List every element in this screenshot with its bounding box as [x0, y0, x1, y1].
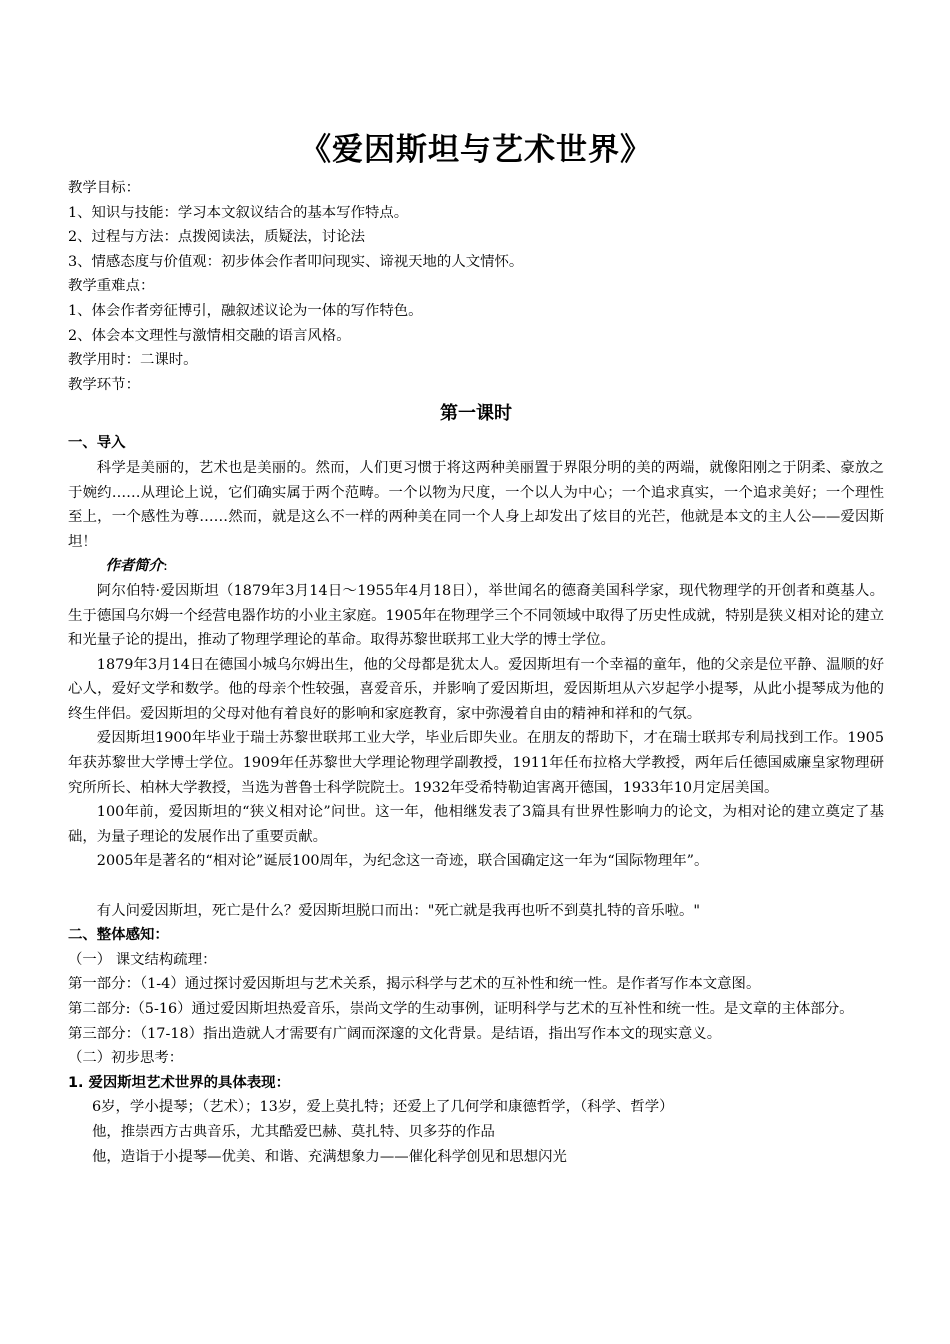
structure-part: 第一部分：（1-4）通过探讨爱因斯坦与艺术关系，揭示科学与艺术的互补性和统一性。是作者写作本文意图。	[68, 976, 761, 993]
structure-part: 第三部分：（17-18）指出造就人才需要有广阔而深邃的文化背景。是结语，指出写作本文的现实意义。	[68, 1025, 722, 1042]
question1-line: 他，推崇西方古典音乐，尤其酷爱巴赫、莫扎特、贝多芬的作品	[92, 1123, 495, 1140]
intro-heading: 一、导入	[68, 435, 126, 452]
question1-heading: 1. 爱因斯坦艺术世界的具体表现：	[68, 1074, 290, 1091]
bio-paragraph: 2005年是著名的“相对论”诞辰100周年，为纪念这一奇迹，联合国确定这一年为“国际物理年”。	[96, 853, 709, 870]
quote-paragraph: 有人问爱因斯坦，死亡是什么？爱因斯坦脱口而出："死亡就是我再也听不到莫扎特的音乐啦。"	[96, 902, 701, 919]
objective-item: 1、知识与技能：学习本文叙议结合的基本写作特点。	[68, 204, 409, 221]
question1-line: 他，造诣于小提琴—优美、和谐、充满想象力——催化科学创见和思想闪光	[92, 1148, 567, 1165]
difficulties-heading: 教学重难点：	[68, 278, 155, 295]
bio-paragraph: 阿尔伯特·爱因斯坦（1879年3月14日～1955年4月18日），举世闻名的德裔美国科学家，现代物理学的开创者和奠基人。生于德国乌尔姆一个经营电器作坊的小业主家庭。1905年在物理学三个不同领域中取得了历史性成就，特别是狭义相对论的建立和光量子论的提出，推动了物理学理论的革命。取得苏黎世联邦工业大学的博士学位。	[68, 582, 884, 649]
author-intro-text: 作者简介	[105, 557, 164, 575]
document-title: 《爱因斯坦与艺术世界》	[300, 132, 652, 168]
question1-line: 6岁，学小提琴；（艺术）；13岁，爱上莫扎特；还爱上了几何学和康德哲学，（科学、哲学）	[92, 1099, 674, 1116]
structure-heading: （一） 课文结构疏理：	[68, 951, 217, 968]
bio-paragraph: 1879年3月14日在德国小城乌尔姆出生，他的父母都是犹太人。爱因斯坦有一个幸福的童年，他的父亲是位平静、温顺的好心人，爱好文学和数学。他的母亲个性较强，喜爱音乐，并影响了爱因斯坦，爱因斯坦从六岁起学小提琴，从此小提琴成为他的终生伴侣。爱因斯坦的父母对他有着良好的影响和家庭教育，家中弥漫着自由的精神和祥和的气氛。	[68, 656, 884, 722]
author-intro-label	[68, 554, 884, 579]
author-intro-colon: :	[163, 558, 168, 575]
overall-heading: 二、整体感知：	[68, 927, 169, 944]
structure-part: 第二部分:（5-16）通过爱因斯坦热爱音乐，崇尚文学的生动事例，证明科学与艺术的互补性和统一性。是文章的主体部分。	[68, 1001, 854, 1017]
objective-item: 3、情感态度与价值观：初步体会作者叩问现实、谛视天地的人文情怀。	[68, 253, 524, 270]
objective-item: 2、过程与方法：点拨阅读法，质疑法，讨论法	[68, 229, 365, 246]
difficulty-item: 2、体会本文理性与激情相交融的语言风格。	[68, 327, 351, 344]
teaching-steps: 教学环节：	[68, 376, 140, 393]
intro-paragraph: 科学是美丽的，艺术也是美丽的。然而，人们更习惯于将这两种美丽置于界限分明的美的两端，就像阳刚之于阴柔、豪放之于婉约……从理论上说，它们确实属于两个范畴。一个以物为尺度，一个以人为中心；一个追求真实，一个追求美好；一个理性至上，一个感性为尊……然而，就是这么不一样的两种美在同一个人身上却发出了炫目的光芒，他就是本文的主人公——爱因斯坦！	[68, 459, 884, 550]
difficulty-item: 1、体会作者旁征博引，融叙述议论为一体的写作特色。	[68, 302, 423, 319]
lesson1-heading: 第一课时	[440, 403, 512, 425]
spacer	[68, 874, 884, 899]
bio-paragraph: 100年前，爱因斯坦的“狭义相对论”问世。这一年，他相继发表了3篇具有世界性影响力的论文，为相对论的建立奠定了基础，为量子理论的发展作出了重要贡献。	[68, 804, 884, 845]
objectives-heading: 教学目标：	[68, 180, 140, 196]
thinking-heading: （二）初步思考：	[68, 1050, 184, 1067]
teaching-time: 教学用时：二课时。	[68, 352, 198, 369]
bio-paragraph: 爱因斯坦1900年毕业于瑞士苏黎世联邦工业大学，毕业后即失业。在朋友的帮助下，才在瑞士联邦专利局找到工作。1905年获苏黎世大学博士学位。1909年任苏黎世大学理论物理学副教授，1911年任布拉格大学教授，两年后任德国威廉皇家物理研究所所长、柏林大学教授，当选为普鲁士科学院院士。1932年受希特勒迫害离开德国，1933年10月定居美国。	[68, 730, 884, 796]
document-page	[68, 128, 884, 1169]
